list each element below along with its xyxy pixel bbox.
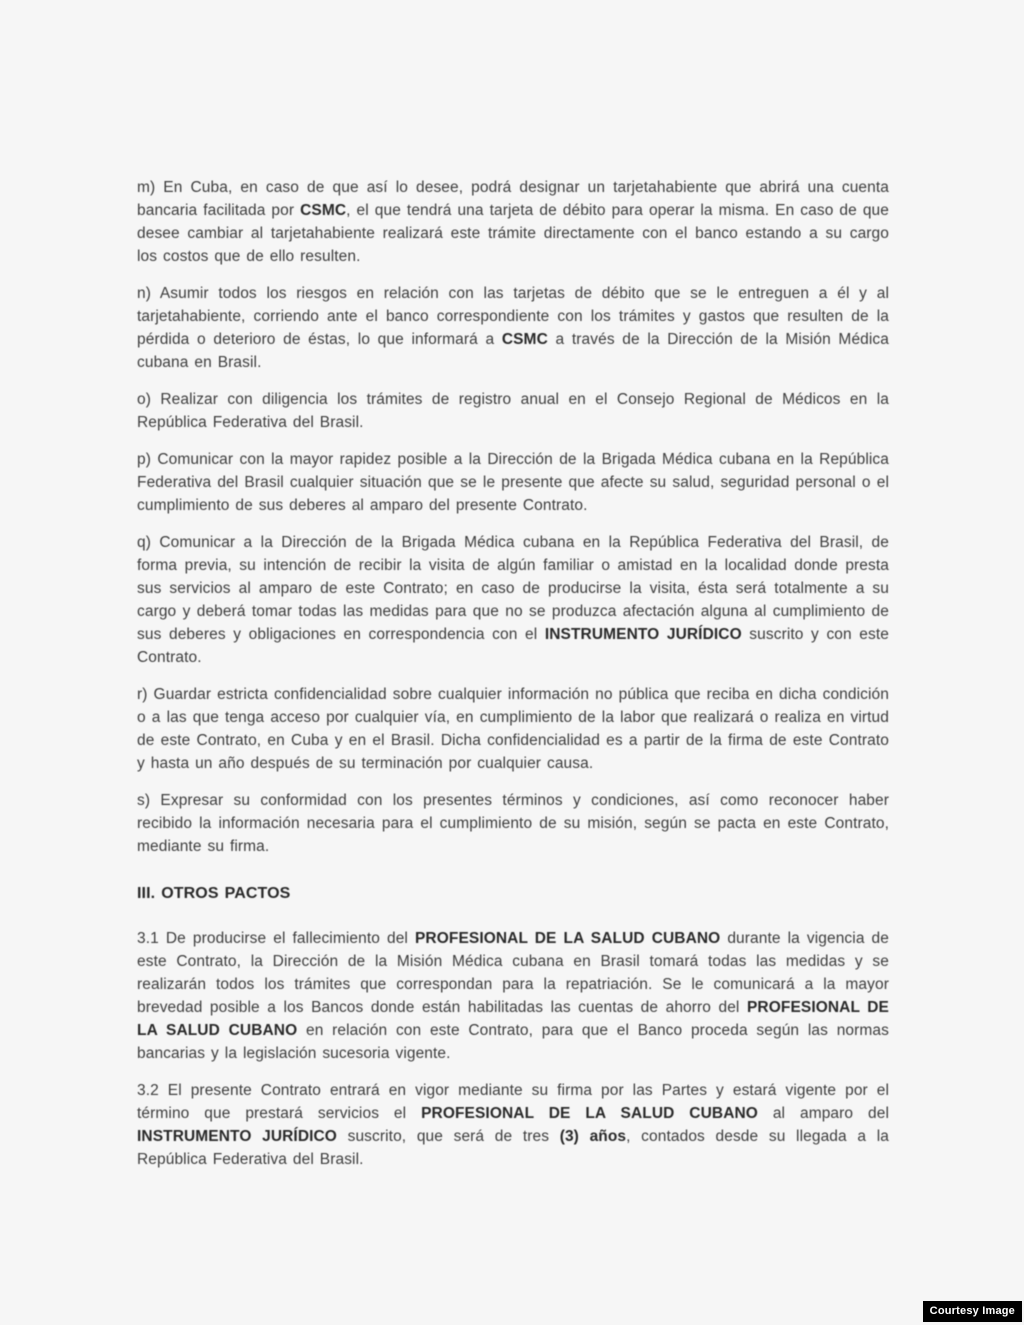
text-run: s) Expresar su conformidad con los presentes términos y condiciones, así como reconocer haber recibido la información necesaria para el cumplimiento de su misión, según se pacta en este Contrato, mediante su firma. xyxy=(137,792,889,855)
text-run: durante la vigencia de este Contrato, la Dirección de la Misión Médica cubana en Brasil tomará todas las medidas y se realizarán todos los trámites que correspondan para la repatriación. Se le comunicará a la mayor brevedad posible a los Bancos donde están habilitadas las cuentas de ahorro del xyxy=(137,930,889,1016)
text-run: 3.2 El presente Contrato entrará en vigor mediante su firma por las Partes y estará vigente por el término que prestará servicios el xyxy=(137,1082,889,1122)
bold-text-run: INSTRUMENTO JURÍDICO xyxy=(137,1128,337,1145)
document-body xyxy=(137,176,889,1171)
text-run: r) Guardar estricta confidencialidad sobre cualquier información no pública que reciba en dicha condición o a las que tenga acceso por cualquier vía, en cumplimiento de la labor que realizará o realiza en virtud de este Contrato, en Cuba y en el Brasil. Dicha confidencialidad es a partir de la firma de este Contrato y hasta un año después de su terminación por cualquier causa. xyxy=(137,686,889,772)
text-run: , contados desde su llegada a la República Federativa del Brasil. xyxy=(137,1128,889,1168)
bold-text-run: CSMC xyxy=(501,331,548,348)
text-run: q) Comunicar a la Dirección de la Brigada Médica cubana en la República Federativa del Brasil, de forma previa, su intención de recibir la visita de algún familiar o amistad en la localidad donde presta sus servicios al amparo de este Contrato; en caso de producirse la visita, ésta será totalmente a su cargo y deberá tomar todas las medidas para que no se produzca afectación alguna al cumplimiento de sus deberes y obligaciones en correspondencia con el xyxy=(137,534,889,643)
contract-paragraph xyxy=(137,282,889,374)
courtesy-image-watermark: Courtesy Image xyxy=(923,1301,1022,1322)
bold-text-run: PROFESIONAL DE LA SALUD CUBANO xyxy=(421,1105,758,1122)
text-run: suscrito, que será de tres xyxy=(336,1128,560,1145)
bold-text-run: PROFESIONAL DE LA SALUD CUBANO xyxy=(414,930,721,947)
text-run: al amparo del xyxy=(757,1105,889,1122)
bold-text-run: PROFESIONAL DE LA SALUD CUBANO xyxy=(137,999,889,1039)
text-run: en relación con este Contrato, para que el Banco proceda según las normas bancarias y la legislación sucesoria vigente. xyxy=(137,1022,889,1062)
text-run: suscrito y con este Contrato. xyxy=(137,626,889,666)
text-run: 3.1 De producirse el fallecimiento del xyxy=(137,930,415,947)
text-run: p) Comunicar con la mayor rapidez posible a la Dirección de la Brigada Médica cubana en la República Federativa del Brasil cualquier situación que se le presente que afecte su salud, seguridad personal o el cumplimiento de sus deberes al amparo del presente Contrato. xyxy=(137,451,889,514)
bold-text-run: III. OTROS PACTOS xyxy=(137,885,291,902)
contract-paragraph xyxy=(137,1079,889,1171)
text-run: n) Asumir todos los riesgos en relación con las tarjetas de débito que se le entreguen a él y al tarjetahabiente, corriendo ante el banco correspondiente con los trámites y gastos que resulten de la pérdida o deterioro de éstas, lo que informará a xyxy=(137,285,889,348)
text-run: a través de la Dirección de la Misión Médica cubana en Brasil. xyxy=(137,331,889,371)
bold-text-run: INSTRUMENTO JURÍDICO xyxy=(544,626,742,643)
contract-paragraph xyxy=(137,683,889,775)
contract-paragraph xyxy=(137,448,889,517)
contract-paragraph xyxy=(137,531,889,669)
bold-text-run: CSMC xyxy=(300,202,347,219)
contract-paragraph xyxy=(137,176,889,268)
section-heading xyxy=(137,882,889,905)
contract-paragraph xyxy=(137,388,889,434)
text-run: , el que tendrá una tarjeta de débito para operar la misma. En caso de que desee cambiar al tarjetahabiente realizará este trámite directamente con el banco estando a su cargo los costos que de ello resulten. xyxy=(137,202,889,265)
text-run: m) En Cuba, en caso de que así lo desee, podrá designar un tarjetahabiente que abrirá una cuenta bancaria facilitada por xyxy=(137,179,889,219)
bold-text-run: (3) años xyxy=(559,1128,627,1145)
contract-paragraph xyxy=(137,927,889,1065)
contract-paragraph xyxy=(137,789,889,858)
text-run: o) Realizar con diligencia los trámites de registro anual en el Consejo Regional de Médicos en la República Federativa del Brasil. xyxy=(137,391,889,431)
